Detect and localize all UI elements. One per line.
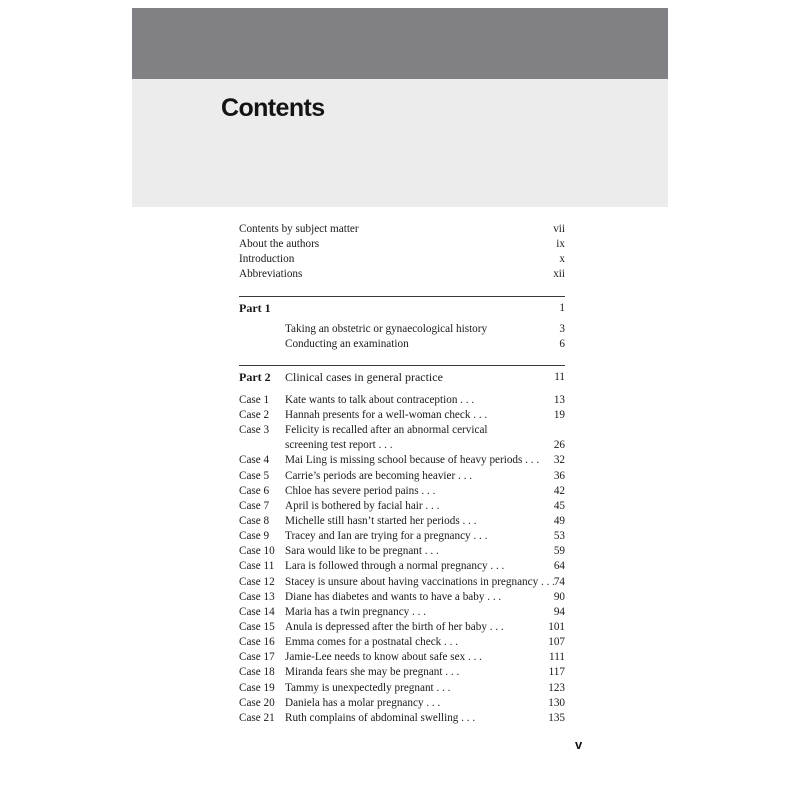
case-number: Case 15 bbox=[239, 620, 275, 633]
case-page: 117 bbox=[548, 666, 565, 679]
case-page: 13 bbox=[553, 393, 565, 406]
case-page: 19 bbox=[553, 408, 565, 421]
toc-entry[interactable] bbox=[239, 252, 565, 267]
toc-entry-label: About the authors bbox=[239, 238, 320, 251]
case-title: Stacey is unsure about having vaccinations in pregnancy . . . bbox=[285, 575, 555, 588]
case-entry[interactable] bbox=[239, 665, 565, 680]
case-page: 53 bbox=[553, 530, 565, 543]
case-entry-continued[interactable] bbox=[239, 438, 565, 453]
case-entry[interactable] bbox=[239, 423, 565, 438]
case-page: 26 bbox=[553, 439, 565, 452]
case-title: Tracey and Ian are trying for a pregnancy . . . bbox=[285, 530, 488, 543]
case-page: 74 bbox=[553, 575, 565, 588]
table-of-contents bbox=[239, 222, 565, 726]
toc-entry-page: x bbox=[559, 253, 565, 266]
case-number: Case 7 bbox=[239, 499, 270, 512]
case-page: 49 bbox=[553, 514, 565, 527]
case-title: Carrie’s periods are becoming heavier . . . bbox=[285, 469, 473, 482]
case-entry[interactable] bbox=[239, 575, 565, 590]
toc-entry-page: ix bbox=[556, 238, 565, 251]
case-title: Kate wants to talk about contraception . . . bbox=[285, 393, 475, 406]
case-entry[interactable] bbox=[239, 635, 565, 650]
case-page: 107 bbox=[548, 636, 565, 649]
case-number: Case 5 bbox=[239, 469, 270, 482]
case-entry[interactable] bbox=[239, 484, 565, 499]
case-entry[interactable] bbox=[239, 696, 565, 711]
case-title: Jamie-Lee needs to know about safe sex . . . bbox=[285, 651, 482, 664]
toc-entry-page: 6 bbox=[559, 337, 565, 350]
case-page: 36 bbox=[553, 469, 565, 482]
case-number: Case 16 bbox=[239, 636, 275, 649]
case-title: Tammy is unexpectedly pregnant . . . bbox=[285, 681, 451, 694]
case-page: 45 bbox=[553, 499, 565, 512]
case-page: 90 bbox=[553, 590, 565, 603]
part-2-heading[interactable] bbox=[239, 365, 565, 388]
case-title: Emma comes for a postnatal check . . . bbox=[285, 636, 459, 649]
toc-entry-label: Contents by subject matter bbox=[239, 223, 359, 235]
front-matter-list bbox=[239, 222, 565, 283]
part-label: Part 1 bbox=[239, 300, 271, 315]
case-entry[interactable] bbox=[239, 408, 565, 423]
case-page: 64 bbox=[553, 560, 565, 573]
case-title: Anula is depressed after the birth of her baby . . . bbox=[285, 620, 504, 633]
case-title: Lara is followed through a normal pregnancy . . . bbox=[285, 560, 505, 573]
case-entry[interactable] bbox=[239, 529, 565, 544]
case-title: screening test report . . . bbox=[285, 439, 393, 452]
case-number: Case 10 bbox=[239, 545, 275, 558]
case-page: 123 bbox=[548, 681, 565, 694]
case-entry[interactable] bbox=[239, 681, 565, 696]
case-title: Hannah presents for a well-woman check . . . bbox=[285, 408, 488, 421]
page-title: Contents bbox=[221, 94, 325, 122]
case-title: Michelle still hasn’t started her periods . . . bbox=[285, 514, 477, 527]
case-entry[interactable] bbox=[239, 590, 565, 605]
toc-entry-page: 3 bbox=[559, 322, 565, 335]
case-page: 59 bbox=[553, 545, 565, 558]
case-title: Sara would like to be pregnant . . . bbox=[285, 545, 439, 558]
case-number: Case 8 bbox=[239, 514, 270, 527]
toc-entry[interactable] bbox=[239, 222, 565, 237]
case-number: Case 19 bbox=[239, 681, 275, 694]
case-number: Case 20 bbox=[239, 696, 275, 709]
toc-entry[interactable] bbox=[239, 322, 565, 337]
toc-entry-label: Conducting an examination bbox=[285, 337, 409, 350]
case-entry[interactable] bbox=[239, 559, 565, 574]
case-number: Case 12 bbox=[239, 575, 275, 588]
case-page: 42 bbox=[553, 484, 565, 497]
case-entry[interactable] bbox=[239, 453, 565, 468]
header-band-light bbox=[132, 79, 668, 207]
case-page: 130 bbox=[548, 696, 565, 709]
part-title: Clinical cases in general practice bbox=[285, 369, 443, 384]
case-page: 135 bbox=[548, 711, 565, 724]
case-title: Diane has diabetes and wants to have a baby . . . bbox=[285, 590, 502, 603]
toc-entry-page: vii bbox=[553, 223, 565, 235]
header-band-dark bbox=[132, 8, 668, 79]
case-title: Daniela has a molar pregnancy . . . bbox=[285, 696, 441, 709]
case-number: Case 21 bbox=[239, 711, 275, 724]
case-page: 32 bbox=[553, 454, 565, 467]
toc-entry-label: Abbreviations bbox=[239, 268, 303, 281]
toc-entry[interactable] bbox=[239, 267, 565, 282]
case-number: Case 6 bbox=[239, 484, 270, 497]
case-title: Mai Ling is missing school because of heavy periods . . . bbox=[285, 454, 540, 467]
case-number: Case 11 bbox=[239, 560, 275, 573]
case-list bbox=[239, 393, 565, 726]
case-number: Case 13 bbox=[239, 590, 275, 603]
toc-entry-label: Taking an obstetric or gynaecological history bbox=[285, 322, 488, 335]
case-number: Case 4 bbox=[239, 454, 270, 467]
case-number: Case 2 bbox=[239, 408, 270, 421]
case-entry[interactable] bbox=[239, 393, 565, 408]
case-entry[interactable] bbox=[239, 650, 565, 665]
part-page: 11 bbox=[554, 370, 565, 383]
case-number: Case 3 bbox=[239, 424, 270, 437]
case-title: Maria has a twin pregnancy . . . bbox=[285, 605, 427, 618]
case-number: Case 9 bbox=[239, 530, 270, 543]
part-1-heading[interactable] bbox=[239, 296, 565, 319]
case-number: Case 18 bbox=[239, 666, 275, 679]
case-entry[interactable] bbox=[239, 711, 565, 726]
part-page: 1 bbox=[559, 301, 565, 314]
toc-entry-label: Introduction bbox=[239, 253, 295, 266]
case-page: 111 bbox=[549, 651, 565, 664]
toc-entry[interactable] bbox=[239, 337, 565, 352]
case-title: Felicity is recalled after an abnormal cervical bbox=[285, 424, 488, 437]
case-entry[interactable] bbox=[239, 499, 565, 514]
case-number: Case 17 bbox=[239, 651, 275, 664]
case-number: Case 14 bbox=[239, 605, 275, 618]
book-page bbox=[132, 8, 668, 800]
case-page: 101 bbox=[548, 620, 565, 633]
case-number: Case 1 bbox=[239, 393, 270, 406]
case-title: April is bothered by facial hair . . . bbox=[285, 499, 440, 512]
case-entry[interactable] bbox=[239, 514, 565, 529]
case-entry[interactable] bbox=[239, 620, 565, 635]
case-title: Miranda fears she may be pregnant . . . bbox=[285, 666, 460, 679]
part-label: Part 2 bbox=[239, 369, 271, 384]
case-title: Ruth complains of abdominal swelling . . . bbox=[285, 711, 476, 724]
case-title: Chloe has severe period pains . . . bbox=[285, 484, 436, 497]
case-entry[interactable] bbox=[239, 469, 565, 484]
case-entry[interactable] bbox=[239, 605, 565, 620]
toc-entry-page: xii bbox=[553, 268, 565, 281]
case-page: 94 bbox=[553, 605, 565, 618]
page-number: v bbox=[575, 737, 583, 752]
toc-entry[interactable] bbox=[239, 237, 565, 252]
case-entry[interactable] bbox=[239, 544, 565, 559]
